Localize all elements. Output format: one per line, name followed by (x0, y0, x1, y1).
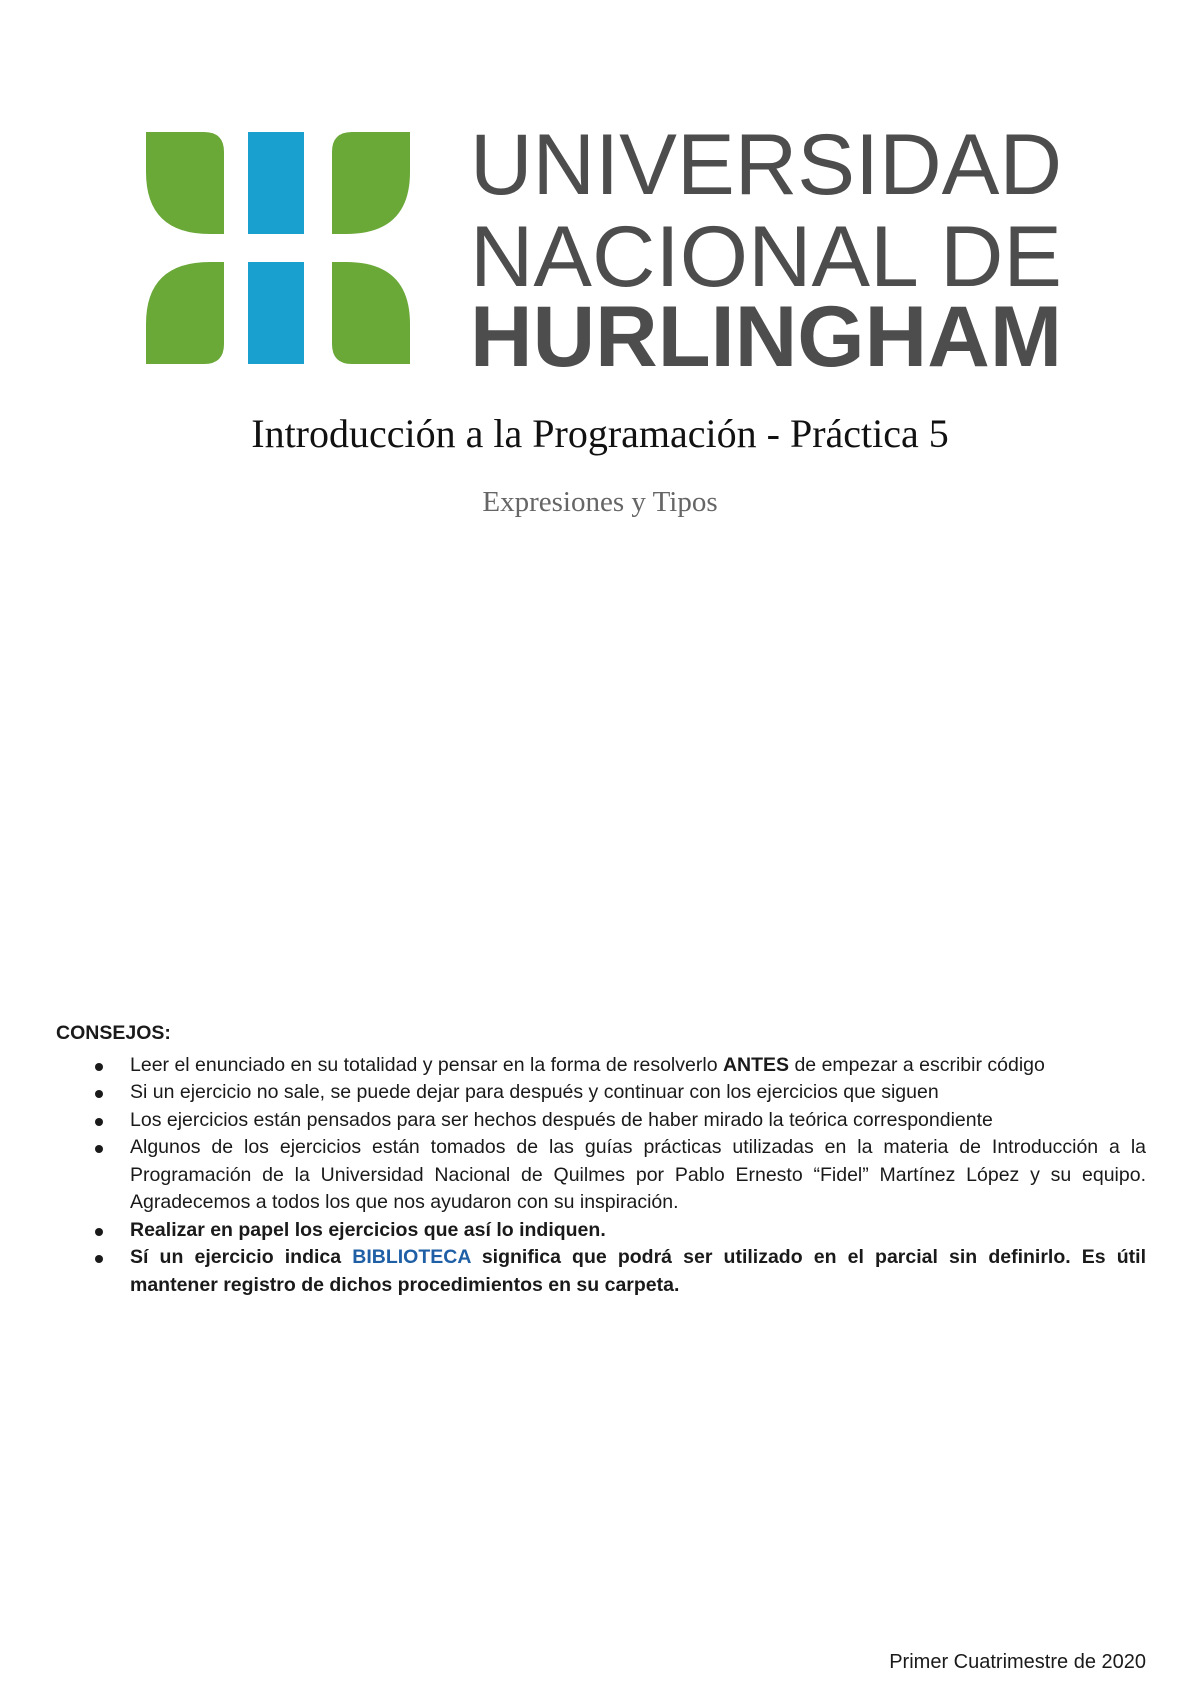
bullet-icon (95, 1063, 103, 1071)
page-title: Introducción a la Programación - Práctica 5 (251, 411, 949, 456)
bullet-icon (95, 1145, 103, 1153)
list-item (130, 1217, 1146, 1245)
tip-text: significa que podrá ser utilizado en el parcial sin definirlo. Es útil mantener registro de dichos procedimientos en su carpeta. (130, 1246, 1147, 1296)
tips-list (56, 1052, 1146, 1300)
tip-text: Si un ejercicio no sale, se puede dejar para después y continuar con los ejercicios que siguen (130, 1081, 939, 1103)
wordmark-line-3: HURLINGHAM (470, 289, 1062, 376)
tip-emphasis: ANTES (722, 1053, 790, 1076)
bullet-icon (95, 1090, 103, 1098)
wordmark-line-2: NACIONAL DE (470, 209, 1062, 305)
bullet-icon (95, 1228, 103, 1236)
tip-keyword: BIBLIOTECA (352, 1246, 471, 1268)
wordmark-line-1: UNIVERSIDAD (470, 117, 1062, 213)
tip-text: de empezar a escribir código (789, 1053, 1045, 1076)
list-item (130, 1244, 1146, 1299)
tip-text: Los ejercicios están pensados para ser hechos después de haber mirado la teórica correspondiente (130, 1108, 993, 1131)
list-item (130, 1079, 1146, 1107)
page-footer: Primer Cuatrimestre de 2020 (889, 1651, 1146, 1673)
tip-text: Sí un ejercicio indica (130, 1246, 353, 1268)
bullet-icon (95, 1118, 103, 1126)
bullet-icon (95, 1255, 103, 1263)
page-subtitle: Expresiones y Tipos (482, 486, 718, 518)
list-item (130, 1107, 1146, 1135)
tip-text: Algunos de los ejercicios están tomados de las guías prácticas utilizadas en la materia de Introducción a la Programación de la Universidad Nacional de Quilmes por Pablo Ernesto “Fidel” Martínez López y su equipo. Agradecemos a todos los que nos ayudaron con su inspiración. (130, 1136, 1146, 1213)
tips-section (56, 1020, 1146, 1299)
list-item (130, 1052, 1146, 1080)
tips-heading: CONSEJOS: (56, 1022, 171, 1044)
university-logo-icon (146, 132, 410, 364)
university-wordmark (470, 116, 1070, 376)
tip-text: Realizar en papel los ejercicios que así lo indiquen. (130, 1218, 606, 1241)
tip-text: Leer el enunciado en su totalidad y pensar en la forma de resolverlo (130, 1053, 723, 1076)
list-item (130, 1134, 1146, 1217)
